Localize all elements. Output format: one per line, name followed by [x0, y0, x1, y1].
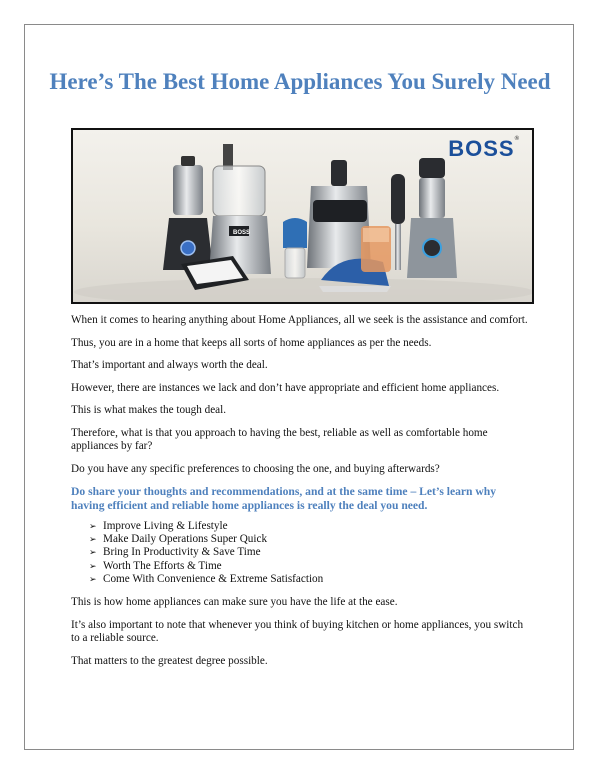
boss-logo: BOSS® — [448, 136, 520, 161]
arrow-bullet-icon: ➢ — [89, 522, 97, 532]
paragraph: It’s also important to note that whenever you think of buying kitchen or home appliances, you switch to a reliable source. — [71, 618, 524, 645]
mixer-grinder-icon — [407, 158, 457, 278]
article-body — [71, 314, 531, 677]
hero-image — [71, 128, 534, 304]
mixer-grinder-icon — [163, 156, 213, 270]
paragraph: Do you have any specific preferences to choosing the one, and buying afterwards? — [71, 462, 440, 475]
list-item: ➢ Make Daily Operations Super Quick — [89, 533, 268, 546]
paragraph: This is what makes the tough deal. — [71, 404, 227, 416]
paragraph: Therefore, what is that you approach to having the best, reliable as well as comfortable home appliances by far? — [71, 426, 488, 452]
paragraph: However, there are instances we lack and don’t have appropriate and efficient home appliances. — [71, 381, 500, 394]
list-item: ➢ Come With Convenience & Extreme Satisfaction — [89, 572, 324, 585]
highlighted-lead: Do share your thoughts and recommendations, and at the same time – Let’s learn why having efficient and reliable home appliances is really the deal you need. — [71, 485, 496, 512]
paragraph: Thus, you are in a home that keeps all sorts of home appliances as per the needs. — [71, 336, 432, 349]
list-item: ➢ Worth The Efforts & Time — [89, 559, 222, 572]
benefits-list — [89, 520, 531, 586]
list-item: ➢ Bring In Productivity & Save Time — [89, 546, 261, 559]
paragraph: That’s important and always worth the deal. — [71, 359, 268, 371]
page-title: Here’s The Best Home Appliances You Surely Need — [49, 69, 551, 94]
blender-jar-icon — [283, 218, 307, 278]
svg-text:BOSS: BOSS — [233, 230, 251, 236]
arrow-bullet-icon: ➢ — [89, 548, 97, 559]
hand-blender-icon — [391, 174, 405, 270]
paragraph: This is how home appliances can make sure you have the life at the ease. — [71, 596, 398, 609]
arrow-bullet-icon: ➢ — [89, 574, 97, 585]
food-processor-icon — [209, 144, 271, 274]
arrow-bullet-icon: ➢ — [89, 535, 97, 546]
arrow-bullet-icon: ➢ — [89, 561, 97, 572]
paragraph: When it comes to hearing anything about Home Appliances, all we seek is the assistance and comfort. — [71, 314, 528, 326]
list-item: ➢ Improve Living & Lifestyle — [89, 520, 228, 532]
kettle-icon — [361, 226, 391, 272]
paragraph: That matters to the greatest degree possible. — [71, 654, 268, 667]
